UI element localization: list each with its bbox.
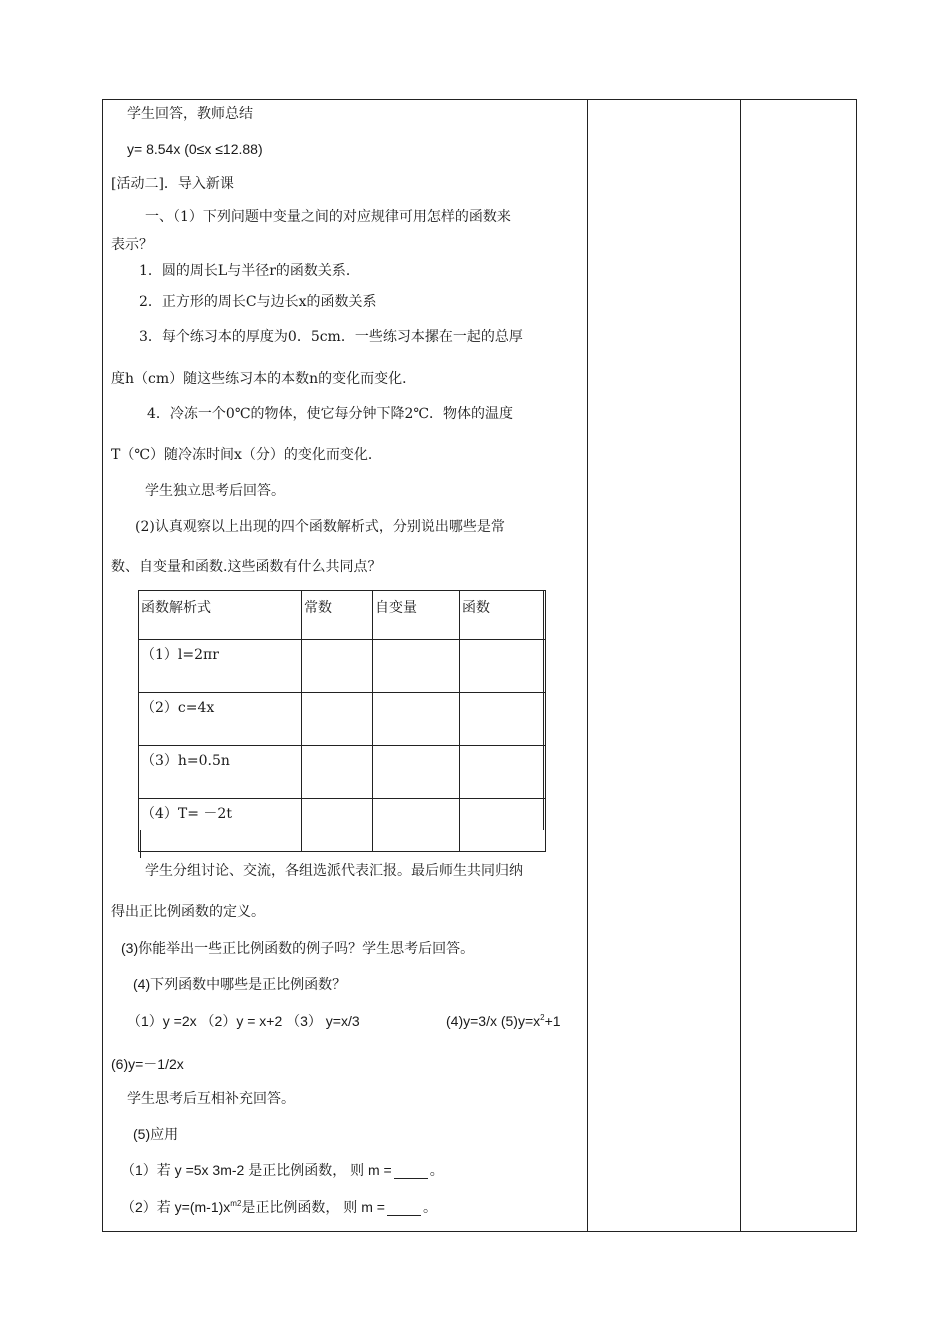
text-line: 数、自变量和函数.这些函数有什么共同点？ [111,559,382,575]
table-row [139,693,546,746]
text-line: [活动二]．导入新课 [111,176,234,192]
question-end: 。 [429,1162,444,1178]
table-cell [373,640,460,693]
text-line: (5)应用 [133,1126,179,1142]
table-row [139,746,546,799]
question-text: （1）若 y =5x 3m-2 是正比例函数， 则 m = [121,1162,392,1178]
text-line: (4)下列函数中哪些是正比例函数？ [133,976,347,992]
table-border-line [543,590,544,830]
text-line: y= 8.54x (0≤x ≤12.88) [127,141,263,157]
table-header: 函数 [460,591,546,640]
table-cell [373,693,460,746]
table-cell [302,746,373,799]
column-divider-2 [740,100,741,1231]
table-cell [460,693,546,746]
table-cell: （4）T= －2t [139,799,302,852]
text-line: 2．正方形的周长C与边长x的函数关系 [139,294,377,310]
text-line: T（℃）随冷冻时间x（分）的变化而变化． [111,447,382,463]
table-cell [373,746,460,799]
answer-blank [387,1201,421,1216]
text-line: 4．冷冻一个0℃的物体，使它每分钟下降2℃．物体的温度 [147,406,514,422]
table-cell: （1）l=2πr [139,640,302,693]
table-border-line [140,830,141,858]
lesson-frame [102,99,857,1232]
text-line: 3．每个练习本的厚度为0．5cm．一些练习本摞在一起的总厚 [139,329,523,345]
text-line: （1）y =2x （2）y = x+2 （3） y=x/3 [127,1013,360,1029]
text-line: 学生分组讨论、交流，各组选派代表汇报。最后师生共同归纳 [145,863,523,879]
text-line: 1．圆的周长L与半径r的函数关系． [139,263,360,279]
equation: +1 [544,1013,561,1029]
text-line: (6)y=－1/2x [111,1056,184,1072]
table-cell: （3）h=0.5n [139,746,302,799]
text-line [121,1161,444,1179]
text-line: 表示？ [111,237,153,253]
table-cell: （2）c=4x [139,693,302,746]
text-line: 学生思考后互相补充回答。 [127,1091,295,1107]
table-cell [373,799,460,852]
table-cell [302,693,373,746]
answer-blank [394,1164,428,1179]
table-cell [460,746,546,799]
table-header: 函数解析式 [139,591,302,640]
superscript: 2 [540,1013,545,1022]
column-divider-1 [587,100,588,1231]
question-text: （2）若 y=(m-1)x [121,1199,231,1215]
text-line: 得出正比例函数的定义。 [111,904,265,920]
text-line [446,1012,561,1030]
text-line [121,1198,437,1216]
table-header-row [139,591,546,640]
table-cell [302,799,373,852]
text-line: 学生独立思考后回答。 [145,483,285,499]
text-line: (2)认真观察以上出现的四个函数解析式，分别说出哪些是常 [135,519,505,535]
function-table [138,590,546,852]
text-line: 学生回答，教师总结 [127,106,253,122]
superscript: m2 [230,1199,242,1208]
table-row [139,799,546,852]
question-text: 是正比例函数， 则 m = [241,1199,385,1215]
table-cell [460,640,546,693]
table-header: 常数 [302,591,373,640]
text-line: (3)你能举出一些正比例函数的例子吗？学生思考后回答。 [121,940,475,956]
text-line: 度h（cm）随这些练习本的本数n的变化而变化． [111,371,417,387]
table-cell [302,640,373,693]
question-end: 。 [422,1199,437,1215]
table-cell [460,799,546,852]
table-row [139,640,546,693]
table-header: 自变量 [373,591,460,640]
equation: (4)y=3/x (5)y=x [446,1013,541,1029]
text-line: 一、（1）下列问题中变量之间的对应规律可用怎样的函数来 [145,209,511,225]
